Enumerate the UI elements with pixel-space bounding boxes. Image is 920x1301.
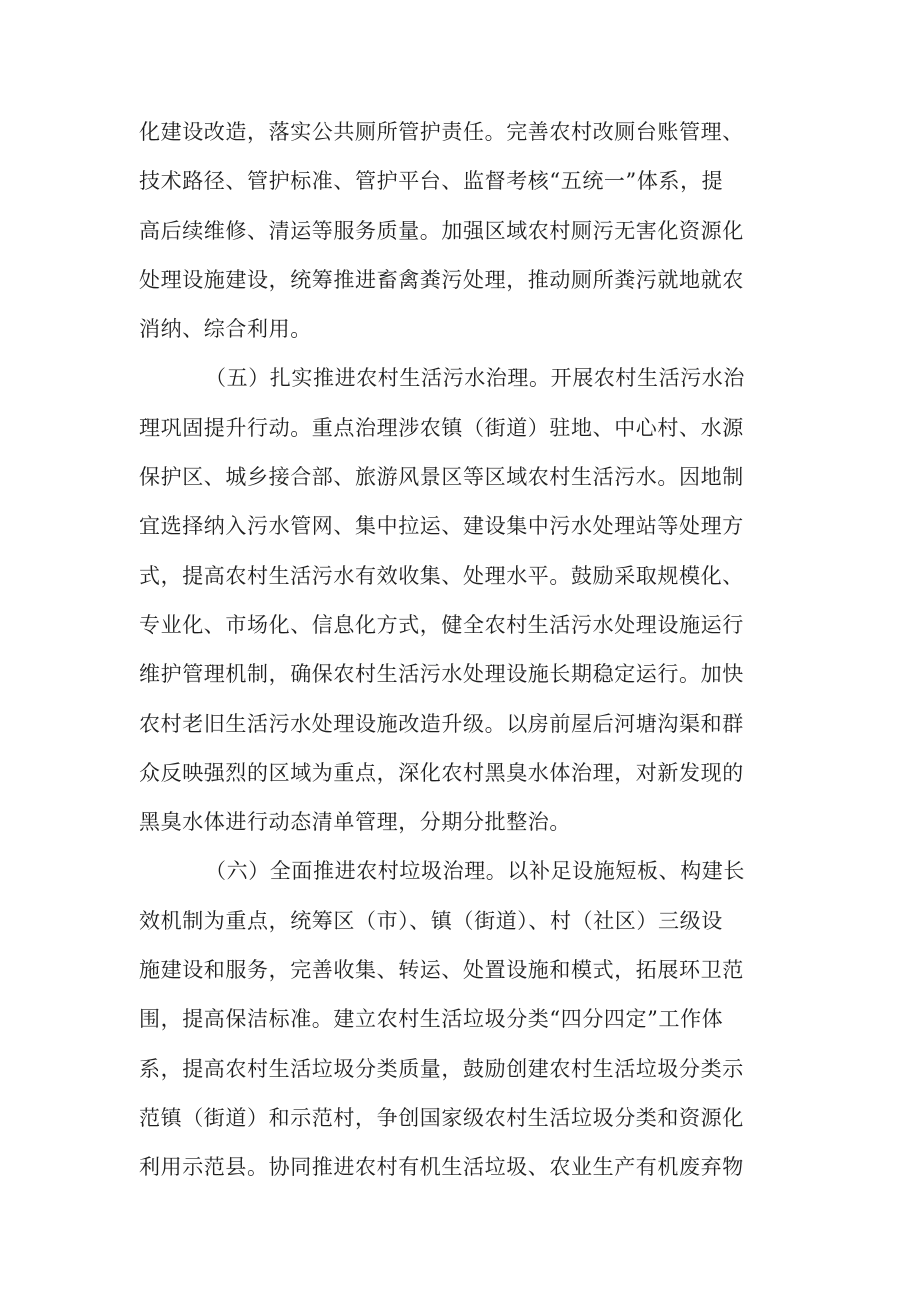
text-line: 利用示范县。协同推进农村有机生活垃圾、农业生产有机废弃物 — [139, 1155, 744, 1180]
text-line: 技术路径、管护标准、管护平台、监督考核“五统一”体系，提 — [139, 169, 724, 194]
text-line: 保护区、城乡接合部、旅游风景区等区域农村生活污水。因地制 — [139, 465, 744, 490]
text-line: 范镇（街道）和示范村，争创国家级农村生活垃圾分类和资源化 — [139, 1105, 744, 1130]
body-text — [139, 108, 799, 1193]
text-line: 农村老旧生活污水处理设施改造升级。以房前屋后河塘沟渠和群 — [139, 711, 744, 736]
text-line: 黑臭水体进行动态清单管理，分期分批整治。 — [139, 810, 571, 835]
text-line: 围，提高保洁标准。建立农村生活垃圾分类“四分四定”工作体 — [139, 1007, 724, 1032]
text-line: 专业化、市场化、信息化方式，健全农村生活污水处理设施运行 — [139, 612, 744, 637]
section-six-heading-line: （六）全面推进农村垃圾治理。以补足设施短板、构建长 — [205, 859, 745, 884]
text-line: 维护管理机制，确保农村生活污水处理设施长期稳定运行。加快 — [139, 662, 744, 687]
text-line: 处理设施建设，统筹推进畜禽粪污处理，推动厕所粪污就地就农 — [139, 267, 744, 292]
text-line: 式，提高农村生活污水有效收集、处理水平。鼓励采取规模化、 — [139, 563, 744, 588]
text-line: 施建设和服务，完善收集、转运、处置设施和模式，拓展环卫范 — [139, 958, 744, 983]
text-line: 理巩固提升行动。重点治理涉农镇（街道）驻地、中心村、水源 — [139, 415, 744, 440]
text-line: 消纳、综合利用。 — [139, 317, 312, 342]
text-line: 高后续维修、清运等服务质量。加强区域农村厕污无害化资源化 — [139, 218, 744, 243]
section-five-heading-line: （五）扎实推进农村生活污水治理。开展农村生活污水治 — [205, 366, 745, 391]
text-line: 宜选择纳入污水管网、集中拉运、建设集中污水处理站等处理方 — [139, 514, 744, 539]
text-line: 众反映强烈的区域为重点，深化农村黑臭水体治理，对新发现的 — [139, 760, 744, 785]
text-line: 系，提高农村生活垃圾分类质量，鼓励创建农村生活垃圾分类示 — [139, 1056, 744, 1081]
text-line: 效机制为重点，统筹区（市）、镇（街道）、村（社区）三级设 — [139, 908, 723, 933]
text-line: 化建设改造，落实公共厕所管护责任。完善农村改厕台账管理、 — [139, 120, 744, 144]
